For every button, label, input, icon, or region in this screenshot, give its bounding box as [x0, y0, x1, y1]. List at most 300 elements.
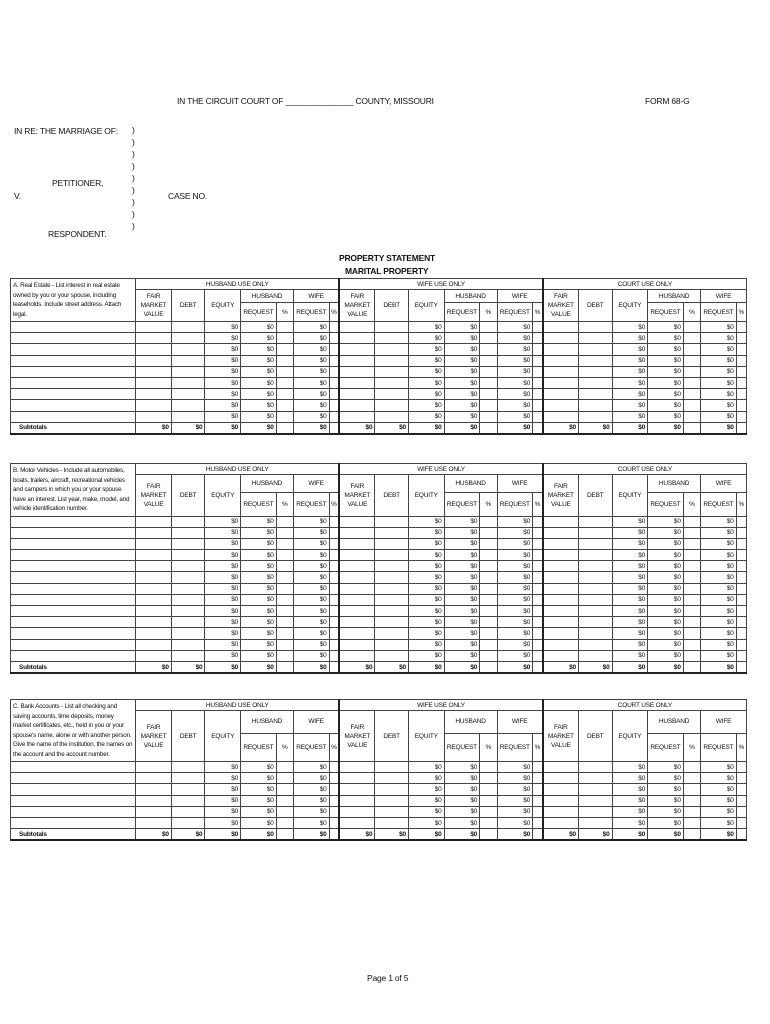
- wife-husband-percent-cell[interactable]: [480, 572, 497, 583]
- court-wife-percent-cell[interactable]: [736, 516, 746, 527]
- wife-fmv-cell[interactable]: [339, 527, 375, 538]
- wife-fmv-cell[interactable]: [339, 784, 375, 795]
- husband-wife-percent-cell[interactable]: [329, 628, 339, 639]
- wife-debt-cell[interactable]: [375, 650, 409, 661]
- court-husband-percent-cell[interactable]: [683, 650, 700, 661]
- court-husband-percent-cell[interactable]: [683, 538, 700, 549]
- property-description-cell[interactable]: [11, 773, 136, 784]
- husband-fmv-cell[interactable]: [136, 639, 172, 650]
- court-debt-cell[interactable]: [578, 795, 612, 806]
- court-husband-percent-cell[interactable]: [683, 617, 700, 628]
- court-fmv-cell[interactable]: [543, 594, 579, 605]
- property-description-cell[interactable]: [11, 389, 136, 400]
- husband-debt-cell[interactable]: [171, 377, 205, 388]
- court-wife-percent-cell[interactable]: [736, 650, 746, 661]
- wife-fmv-cell[interactable]: [339, 550, 375, 561]
- wife-debt-cell[interactable]: [375, 333, 409, 344]
- court-debt-cell[interactable]: [578, 806, 612, 817]
- property-description-cell[interactable]: [11, 377, 136, 388]
- husband-fmv-cell[interactable]: [136, 561, 172, 572]
- wife-fmv-cell[interactable]: [339, 322, 375, 333]
- court-husband-percent-cell[interactable]: [683, 773, 700, 784]
- husband-wife-percent-cell[interactable]: [329, 366, 339, 377]
- wife-fmv-cell[interactable]: [339, 617, 375, 628]
- property-description-cell[interactable]: [11, 806, 136, 817]
- court-husband-percent-cell[interactable]: [683, 583, 700, 594]
- wife-debt-cell[interactable]: [375, 366, 409, 377]
- property-description-cell[interactable]: [11, 583, 136, 594]
- court-debt-cell[interactable]: [578, 400, 612, 411]
- wife-fmv-cell[interactable]: [339, 806, 375, 817]
- court-husband-percent-cell[interactable]: [683, 366, 700, 377]
- court-fmv-cell[interactable]: [543, 572, 579, 583]
- husband-fmv-cell[interactable]: [136, 583, 172, 594]
- court-husband-percent-cell[interactable]: [683, 572, 700, 583]
- husband-fmv-cell[interactable]: [136, 538, 172, 549]
- court-wife-percent-cell[interactable]: [736, 572, 746, 583]
- husband-debt-cell[interactable]: [171, 817, 205, 828]
- court-fmv-cell[interactable]: [543, 617, 579, 628]
- husband-fmv-cell[interactable]: [136, 617, 172, 628]
- wife-debt-cell[interactable]: [375, 762, 409, 773]
- husband-husband-percent-cell[interactable]: [276, 355, 293, 366]
- property-description-cell[interactable]: [11, 817, 136, 828]
- property-description-cell[interactable]: [11, 355, 136, 366]
- husband-wife-percent-cell[interactable]: [329, 333, 339, 344]
- property-description-cell[interactable]: [11, 366, 136, 377]
- court-husband-percent-cell[interactable]: [683, 355, 700, 366]
- wife-debt-cell[interactable]: [375, 617, 409, 628]
- court-wife-percent-cell[interactable]: [736, 773, 746, 784]
- court-wife-percent-cell[interactable]: [736, 806, 746, 817]
- court-debt-cell[interactable]: [578, 411, 612, 422]
- wife-husband-percent-cell[interactable]: [480, 617, 497, 628]
- husband-debt-cell[interactable]: [171, 628, 205, 639]
- husband-debt-cell[interactable]: [171, 538, 205, 549]
- husband-wife-percent-cell[interactable]: [329, 322, 339, 333]
- wife-wife-percent-cell[interactable]: [533, 561, 543, 572]
- husband-debt-cell[interactable]: [171, 561, 205, 572]
- husband-husband-percent-cell[interactable]: [276, 400, 293, 411]
- court-debt-cell[interactable]: [578, 516, 612, 527]
- husband-wife-percent-cell[interactable]: [329, 784, 339, 795]
- court-debt-cell[interactable]: [578, 389, 612, 400]
- court-debt-cell[interactable]: [578, 650, 612, 661]
- wife-wife-percent-cell[interactable]: [533, 817, 543, 828]
- wife-husband-percent-cell[interactable]: [480, 762, 497, 773]
- husband-fmv-cell[interactable]: [136, 762, 172, 773]
- husband-wife-percent-cell[interactable]: [329, 527, 339, 538]
- wife-debt-cell[interactable]: [375, 389, 409, 400]
- court-fmv-cell[interactable]: [543, 344, 579, 355]
- husband-husband-percent-cell[interactable]: [276, 389, 293, 400]
- wife-husband-percent-cell[interactable]: [480, 550, 497, 561]
- husband-wife-percent-cell[interactable]: [329, 817, 339, 828]
- property-description-cell[interactable]: [11, 572, 136, 583]
- husband-fmv-cell[interactable]: [136, 527, 172, 538]
- wife-fmv-cell[interactable]: [339, 333, 375, 344]
- husband-wife-percent-cell[interactable]: [329, 617, 339, 628]
- husband-fmv-cell[interactable]: [136, 784, 172, 795]
- wife-debt-cell[interactable]: [375, 344, 409, 355]
- court-fmv-cell[interactable]: [543, 333, 579, 344]
- wife-husband-percent-cell[interactable]: [480, 366, 497, 377]
- property-description-cell[interactable]: [11, 650, 136, 661]
- wife-husband-percent-cell[interactable]: [480, 389, 497, 400]
- husband-debt-cell[interactable]: [171, 606, 205, 617]
- wife-fmv-cell[interactable]: [339, 355, 375, 366]
- wife-fmv-cell[interactable]: [339, 366, 375, 377]
- court-wife-percent-cell[interactable]: [736, 628, 746, 639]
- wife-fmv-cell[interactable]: [339, 650, 375, 661]
- wife-fmv-cell[interactable]: [339, 795, 375, 806]
- wife-wife-percent-cell[interactable]: [533, 617, 543, 628]
- wife-wife-percent-cell[interactable]: [533, 583, 543, 594]
- wife-husband-percent-cell[interactable]: [480, 773, 497, 784]
- court-debt-cell[interactable]: [578, 617, 612, 628]
- court-husband-percent-cell[interactable]: [683, 322, 700, 333]
- wife-debt-cell[interactable]: [375, 806, 409, 817]
- property-description-cell[interactable]: [11, 400, 136, 411]
- court-husband-percent-cell[interactable]: [683, 400, 700, 411]
- court-husband-percent-cell[interactable]: [683, 784, 700, 795]
- wife-debt-cell[interactable]: [375, 355, 409, 366]
- wife-husband-percent-cell[interactable]: [480, 639, 497, 650]
- wife-fmv-cell[interactable]: [339, 344, 375, 355]
- wife-fmv-cell[interactable]: [339, 639, 375, 650]
- court-fmv-cell[interactable]: [543, 606, 579, 617]
- husband-debt-cell[interactable]: [171, 389, 205, 400]
- court-wife-percent-cell[interactable]: [736, 355, 746, 366]
- wife-debt-cell[interactable]: [375, 817, 409, 828]
- wife-debt-cell[interactable]: [375, 516, 409, 527]
- property-description-cell[interactable]: [11, 639, 136, 650]
- wife-debt-cell[interactable]: [375, 784, 409, 795]
- wife-debt-cell[interactable]: [375, 583, 409, 594]
- husband-husband-percent-cell[interactable]: [276, 817, 293, 828]
- husband-debt-cell[interactable]: [171, 322, 205, 333]
- husband-debt-cell[interactable]: [171, 773, 205, 784]
- property-description-cell[interactable]: [11, 784, 136, 795]
- husband-wife-percent-cell[interactable]: [329, 795, 339, 806]
- husband-wife-percent-cell[interactable]: [329, 572, 339, 583]
- court-fmv-cell[interactable]: [543, 784, 579, 795]
- husband-wife-percent-cell[interactable]: [329, 538, 339, 549]
- wife-wife-percent-cell[interactable]: [533, 773, 543, 784]
- property-description-cell[interactable]: [11, 527, 136, 538]
- court-fmv-cell[interactable]: [543, 561, 579, 572]
- court-debt-cell[interactable]: [578, 606, 612, 617]
- property-description-cell[interactable]: [11, 538, 136, 549]
- court-husband-percent-cell[interactable]: [683, 550, 700, 561]
- wife-husband-percent-cell[interactable]: [480, 594, 497, 605]
- property-description-cell[interactable]: [11, 606, 136, 617]
- court-husband-percent-cell[interactable]: [683, 411, 700, 422]
- wife-fmv-cell[interactable]: [339, 377, 375, 388]
- court-fmv-cell[interactable]: [543, 322, 579, 333]
- court-debt-cell[interactable]: [578, 333, 612, 344]
- wife-wife-percent-cell[interactable]: [533, 795, 543, 806]
- court-debt-cell[interactable]: [578, 527, 612, 538]
- husband-fmv-cell[interactable]: [136, 366, 172, 377]
- wife-fmv-cell[interactable]: [339, 628, 375, 639]
- husband-wife-percent-cell[interactable]: [329, 411, 339, 422]
- husband-fmv-cell[interactable]: [136, 628, 172, 639]
- husband-husband-percent-cell[interactable]: [276, 377, 293, 388]
- wife-wife-percent-cell[interactable]: [533, 344, 543, 355]
- husband-debt-cell[interactable]: [171, 583, 205, 594]
- husband-husband-percent-cell[interactable]: [276, 561, 293, 572]
- husband-debt-cell[interactable]: [171, 333, 205, 344]
- wife-debt-cell[interactable]: [375, 773, 409, 784]
- husband-wife-percent-cell[interactable]: [329, 773, 339, 784]
- husband-fmv-cell[interactable]: [136, 817, 172, 828]
- property-description-cell[interactable]: [11, 411, 136, 422]
- wife-wife-percent-cell[interactable]: [533, 377, 543, 388]
- wife-husband-percent-cell[interactable]: [480, 583, 497, 594]
- wife-wife-percent-cell[interactable]: [533, 650, 543, 661]
- husband-fmv-cell[interactable]: [136, 650, 172, 661]
- husband-husband-percent-cell[interactable]: [276, 538, 293, 549]
- wife-wife-percent-cell[interactable]: [533, 389, 543, 400]
- wife-debt-cell[interactable]: [375, 400, 409, 411]
- husband-wife-percent-cell[interactable]: [329, 377, 339, 388]
- wife-debt-cell[interactable]: [375, 561, 409, 572]
- wife-fmv-cell[interactable]: [339, 389, 375, 400]
- court-fmv-cell[interactable]: [543, 411, 579, 422]
- court-fmv-cell[interactable]: [543, 538, 579, 549]
- wife-debt-cell[interactable]: [375, 628, 409, 639]
- court-debt-cell[interactable]: [578, 550, 612, 561]
- wife-husband-percent-cell[interactable]: [480, 784, 497, 795]
- court-wife-percent-cell[interactable]: [736, 795, 746, 806]
- wife-debt-cell[interactable]: [375, 322, 409, 333]
- husband-fmv-cell[interactable]: [136, 344, 172, 355]
- court-fmv-cell[interactable]: [543, 583, 579, 594]
- wife-husband-percent-cell[interactable]: [480, 333, 497, 344]
- wife-husband-percent-cell[interactable]: [480, 355, 497, 366]
- husband-wife-percent-cell[interactable]: [329, 561, 339, 572]
- wife-debt-cell[interactable]: [375, 538, 409, 549]
- wife-husband-percent-cell[interactable]: [480, 817, 497, 828]
- wife-fmv-cell[interactable]: [339, 583, 375, 594]
- husband-wife-percent-cell[interactable]: [329, 806, 339, 817]
- husband-debt-cell[interactable]: [171, 572, 205, 583]
- court-fmv-cell[interactable]: [543, 650, 579, 661]
- husband-wife-percent-cell[interactable]: [329, 639, 339, 650]
- husband-husband-percent-cell[interactable]: [276, 516, 293, 527]
- wife-husband-percent-cell[interactable]: [480, 322, 497, 333]
- court-wife-percent-cell[interactable]: [736, 594, 746, 605]
- court-husband-percent-cell[interactable]: [683, 333, 700, 344]
- husband-debt-cell[interactable]: [171, 806, 205, 817]
- wife-husband-percent-cell[interactable]: [480, 650, 497, 661]
- court-wife-percent-cell[interactable]: [736, 561, 746, 572]
- wife-husband-percent-cell[interactable]: [480, 561, 497, 572]
- wife-debt-cell[interactable]: [375, 639, 409, 650]
- wife-fmv-cell[interactable]: [339, 400, 375, 411]
- husband-wife-percent-cell[interactable]: [329, 344, 339, 355]
- husband-debt-cell[interactable]: [171, 344, 205, 355]
- court-wife-percent-cell[interactable]: [736, 400, 746, 411]
- husband-fmv-cell[interactable]: [136, 355, 172, 366]
- husband-wife-percent-cell[interactable]: [329, 606, 339, 617]
- husband-debt-cell[interactable]: [171, 762, 205, 773]
- property-description-cell[interactable]: [11, 561, 136, 572]
- husband-fmv-cell[interactable]: [136, 795, 172, 806]
- court-fmv-cell[interactable]: [543, 516, 579, 527]
- wife-fmv-cell[interactable]: [339, 561, 375, 572]
- husband-debt-cell[interactable]: [171, 650, 205, 661]
- court-wife-percent-cell[interactable]: [736, 583, 746, 594]
- wife-fmv-cell[interactable]: [339, 606, 375, 617]
- husband-wife-percent-cell[interactable]: [329, 583, 339, 594]
- wife-fmv-cell[interactable]: [339, 773, 375, 784]
- wife-husband-percent-cell[interactable]: [480, 628, 497, 639]
- wife-wife-percent-cell[interactable]: [533, 322, 543, 333]
- court-husband-percent-cell[interactable]: [683, 639, 700, 650]
- court-fmv-cell[interactable]: [543, 773, 579, 784]
- court-fmv-cell[interactable]: [543, 366, 579, 377]
- wife-debt-cell[interactable]: [375, 377, 409, 388]
- wife-fmv-cell[interactable]: [339, 817, 375, 828]
- court-husband-percent-cell[interactable]: [683, 527, 700, 538]
- husband-debt-cell[interactable]: [171, 594, 205, 605]
- wife-wife-percent-cell[interactable]: [533, 527, 543, 538]
- court-debt-cell[interactable]: [578, 762, 612, 773]
- husband-husband-percent-cell[interactable]: [276, 333, 293, 344]
- property-description-cell[interactable]: [11, 594, 136, 605]
- wife-husband-percent-cell[interactable]: [480, 516, 497, 527]
- husband-debt-cell[interactable]: [171, 617, 205, 628]
- court-wife-percent-cell[interactable]: [736, 333, 746, 344]
- husband-fmv-cell[interactable]: [136, 606, 172, 617]
- property-description-cell[interactable]: [11, 344, 136, 355]
- court-debt-cell[interactable]: [578, 583, 612, 594]
- court-husband-percent-cell[interactable]: [683, 606, 700, 617]
- court-wife-percent-cell[interactable]: [736, 817, 746, 828]
- husband-debt-cell[interactable]: [171, 400, 205, 411]
- court-fmv-cell[interactable]: [543, 628, 579, 639]
- husband-wife-percent-cell[interactable]: [329, 516, 339, 527]
- court-fmv-cell[interactable]: [543, 806, 579, 817]
- court-debt-cell[interactable]: [578, 594, 612, 605]
- husband-fmv-cell[interactable]: [136, 322, 172, 333]
- husband-husband-percent-cell[interactable]: [276, 527, 293, 538]
- wife-wife-percent-cell[interactable]: [533, 411, 543, 422]
- wife-husband-percent-cell[interactable]: [480, 527, 497, 538]
- court-debt-cell[interactable]: [578, 773, 612, 784]
- wife-husband-percent-cell[interactable]: [480, 411, 497, 422]
- court-debt-cell[interactable]: [578, 572, 612, 583]
- property-description-cell[interactable]: [11, 322, 136, 333]
- wife-wife-percent-cell[interactable]: [533, 572, 543, 583]
- husband-debt-cell[interactable]: [171, 527, 205, 538]
- property-description-cell[interactable]: [11, 516, 136, 527]
- court-wife-percent-cell[interactable]: [736, 639, 746, 650]
- court-wife-percent-cell[interactable]: [736, 411, 746, 422]
- husband-fmv-cell[interactable]: [136, 572, 172, 583]
- court-fmv-cell[interactable]: [543, 817, 579, 828]
- property-description-cell[interactable]: [11, 550, 136, 561]
- husband-husband-percent-cell[interactable]: [276, 572, 293, 583]
- court-wife-percent-cell[interactable]: [736, 538, 746, 549]
- husband-wife-percent-cell[interactable]: [329, 550, 339, 561]
- court-fmv-cell[interactable]: [543, 400, 579, 411]
- wife-fmv-cell[interactable]: [339, 594, 375, 605]
- husband-fmv-cell[interactable]: [136, 411, 172, 422]
- husband-fmv-cell[interactable]: [136, 550, 172, 561]
- wife-wife-percent-cell[interactable]: [533, 639, 543, 650]
- husband-debt-cell[interactable]: [171, 550, 205, 561]
- court-wife-percent-cell[interactable]: [736, 366, 746, 377]
- husband-fmv-cell[interactable]: [136, 773, 172, 784]
- court-debt-cell[interactable]: [578, 355, 612, 366]
- court-husband-percent-cell[interactable]: [683, 628, 700, 639]
- court-wife-percent-cell[interactable]: [736, 550, 746, 561]
- wife-wife-percent-cell[interactable]: [533, 628, 543, 639]
- wife-husband-percent-cell[interactable]: [480, 344, 497, 355]
- court-husband-percent-cell[interactable]: [683, 795, 700, 806]
- court-husband-percent-cell[interactable]: [683, 806, 700, 817]
- husband-husband-percent-cell[interactable]: [276, 583, 293, 594]
- court-wife-percent-cell[interactable]: [736, 527, 746, 538]
- court-husband-percent-cell[interactable]: [683, 762, 700, 773]
- wife-fmv-cell[interactable]: [339, 762, 375, 773]
- property-description-cell[interactable]: [11, 795, 136, 806]
- wife-fmv-cell[interactable]: [339, 572, 375, 583]
- husband-wife-percent-cell[interactable]: [329, 389, 339, 400]
- husband-debt-cell[interactable]: [171, 516, 205, 527]
- property-description-cell[interactable]: [11, 333, 136, 344]
- court-wife-percent-cell[interactable]: [736, 322, 746, 333]
- wife-husband-percent-cell[interactable]: [480, 806, 497, 817]
- court-debt-cell[interactable]: [578, 322, 612, 333]
- wife-wife-percent-cell[interactable]: [533, 333, 543, 344]
- husband-wife-percent-cell[interactable]: [329, 355, 339, 366]
- husband-husband-percent-cell[interactable]: [276, 773, 293, 784]
- wife-wife-percent-cell[interactable]: [533, 366, 543, 377]
- husband-fmv-cell[interactable]: [136, 516, 172, 527]
- court-wife-percent-cell[interactable]: [736, 344, 746, 355]
- husband-debt-cell[interactable]: [171, 784, 205, 795]
- property-description-cell[interactable]: [11, 762, 136, 773]
- husband-husband-percent-cell[interactable]: [276, 366, 293, 377]
- husband-fmv-cell[interactable]: [136, 389, 172, 400]
- wife-husband-percent-cell[interactable]: [480, 400, 497, 411]
- court-fmv-cell[interactable]: [543, 527, 579, 538]
- husband-husband-percent-cell[interactable]: [276, 550, 293, 561]
- husband-fmv-cell[interactable]: [136, 400, 172, 411]
- wife-wife-percent-cell[interactable]: [533, 516, 543, 527]
- wife-husband-percent-cell[interactable]: [480, 795, 497, 806]
- husband-husband-percent-cell[interactable]: [276, 411, 293, 422]
- court-debt-cell[interactable]: [578, 639, 612, 650]
- court-fmv-cell[interactable]: [543, 762, 579, 773]
- court-debt-cell[interactable]: [578, 538, 612, 549]
- husband-wife-percent-cell[interactable]: [329, 400, 339, 411]
- husband-fmv-cell[interactable]: [136, 806, 172, 817]
- wife-wife-percent-cell[interactable]: [533, 400, 543, 411]
- court-debt-cell[interactable]: [578, 366, 612, 377]
- wife-wife-percent-cell[interactable]: [533, 806, 543, 817]
- court-wife-percent-cell[interactable]: [736, 389, 746, 400]
- husband-husband-percent-cell[interactable]: [276, 594, 293, 605]
- court-husband-percent-cell[interactable]: [683, 516, 700, 527]
- court-debt-cell[interactable]: [578, 561, 612, 572]
- wife-wife-percent-cell[interactable]: [533, 594, 543, 605]
- husband-husband-percent-cell[interactable]: [276, 795, 293, 806]
